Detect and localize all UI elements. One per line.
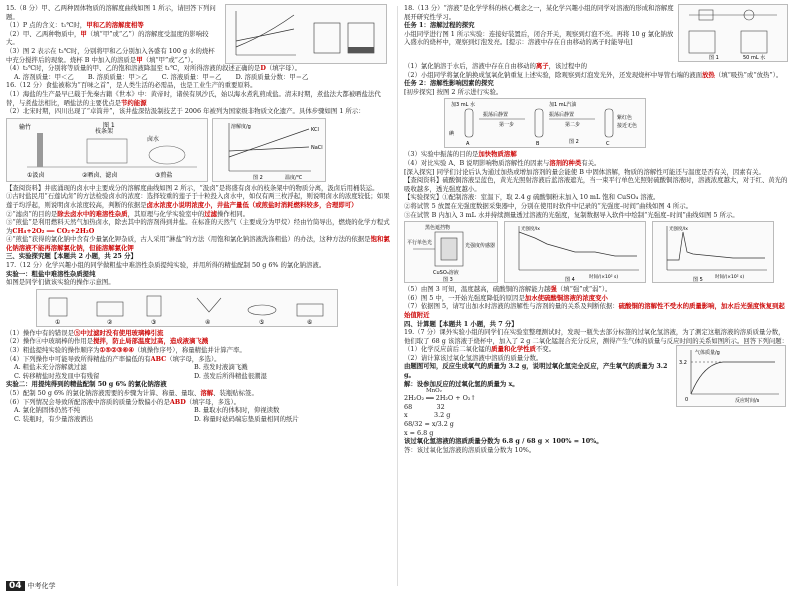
q16-c-answer: CH₄+2O₂ ══ CO₂+2H₂O (12, 226, 95, 235)
q17-2-answer: 搅拌，防止局部温度过高，造成液滴飞溅 (93, 337, 209, 346)
q16-1: （1）海盐的生产最早已载于先秦古籍《世本》中：黄帝时，诸侯有夙沙氏，始以海水煮乳煎成盐。清末时期，煮盐法大都被晒盐法代替，与煮盐法相比，晒盐法的主要优点是 (6, 89, 381, 107)
q17-4b: （填字母，多选）。 (166, 354, 221, 363)
q15-4-answer: D (260, 64, 266, 73)
q18-info2: 【查阅资料】硫酸铜溶液呈蓝色，黄光光照射溶液后蓝溶液遮光，当一束平行单色光照射硫酸铜溶液时，溶液浓度越大，对于红、黄光的吸收越多，透光强度越小。 (404, 176, 788, 193)
fig-word-4: 图 2 (253, 174, 263, 181)
fig2-label-8: 碘 (449, 131, 455, 138)
q17-4-opt-b: B. 蒸发时液滴飞溅 (194, 363, 248, 372)
q18-exp: 【实验探究】①配制溶液：室温下，取 2.4 g 硫酸铜粉末加入 10 mL 饱和 CuSO₄ 溶液。 (404, 193, 660, 202)
chart4-caption: 图 4 (565, 277, 575, 283)
q15-opt-b: B. 溶质质量：甲＞乙 (87, 72, 148, 81)
q17-exp1-title: 实验一：粗盐中难溶性杂质提纯 (6, 269, 96, 278)
q17-4-answer: ABC (150, 354, 167, 363)
page-footer (6, 581, 56, 591)
q17-6-opt-d: D. 称量时砝码端忘垫质量相同的纸片 (194, 414, 299, 423)
q17-5b: 、装瓶贴标签。 (213, 389, 258, 397)
fig-word-2: 卤水 (147, 135, 160, 143)
q15-block (6, 4, 391, 64)
q17-4: （4）下列操作中可能导致所得精盐的产率偏低的有 (6, 354, 151, 363)
sol-line-6: x = 6.8 g (404, 428, 434, 437)
q18-5-answer: 强 (550, 285, 557, 294)
fig2-label-3: 加1 mL汽油 (549, 102, 577, 109)
fig3-label-2: 光强度传感器 (465, 243, 496, 250)
q18-task1-desc: 小组同学进行图 1 所示实验：连接好装置后，闭合开关，观察到灯泡不亮。再将 10 g 氯化钠放入盛水的烧杯中，观察到灯泡发亮。[提示：溶液中存在自由移动的离子时能导电] (404, 29, 674, 47)
q19-body (404, 345, 789, 454)
iodine-experiment-figure (444, 98, 646, 148)
q15-4b: （填字母）。 (265, 64, 302, 73)
q17-3: （3）粗盐提纯实验的操作顺序为 (6, 346, 100, 355)
q18-3: （3）实验中振荡的目的是 (404, 150, 479, 159)
fig2-label-9: A (466, 141, 470, 148)
fig2-label-10: B (536, 141, 540, 148)
q17-4-opt-a: A. 粗盐未充分溶解就过滤 (14, 363, 87, 372)
q19-chart-xlabel: 反应时间/s (735, 398, 760, 405)
catalyst-label: MnO₂ (426, 388, 442, 395)
q15-1: （1）P 点的含义：t₁℃时， (6, 21, 87, 30)
q15-3b: （填“甲”或“乙”）。 (142, 55, 198, 64)
q19-gas-chart (676, 345, 786, 407)
circuit-figure (678, 4, 788, 62)
light-sensor-figure (404, 221, 498, 283)
fig1-label-1: ②晒卤、滤卤 (82, 171, 118, 179)
fig-word-1: 枝条架 (95, 127, 114, 135)
fig3-label-3: CuSO₄溶液 (433, 270, 459, 277)
chart5-figure (652, 221, 774, 283)
q18-1-answer: 离子 (535, 62, 549, 70)
q16-d-answer: 饱和氯化钠溶液不能再溶解氯化钠，但能溶解氯化钾 (6, 235, 390, 252)
q16-b: ②“滤卤”的目的是 (6, 209, 58, 218)
q19-2: （2）请计算该过氧化氢溶液中溶质的质量分数。 (404, 353, 543, 362)
fig2-label-6: 紫红色 (617, 115, 633, 122)
fig3-label-0: 黑色遮挡物 (425, 225, 451, 232)
q17-1-answer: ⑤中过滤时没有使用玻璃棒引流 (73, 328, 164, 337)
q18-task2-desc: [初步探究] 按图 2 所示进行实验。 (404, 87, 503, 96)
chart5-ylabel: 光强度/lx (669, 227, 688, 233)
q18-7: （7）依据图 5，请写出加水时溶液的溶解性与溶剂的量的关系及判断依据： (404, 302, 619, 311)
q18-2b: （填“吸热”或“放热”）。 (714, 70, 783, 79)
sol-line-7: 该过氧化氢溶液的溶质质量分数为 6.8 g / 68 g × 100% = 10%。 (404, 437, 603, 446)
q18-4: （4）对比实验 A、B 说明影响物质溶解性的因素与 (404, 158, 550, 167)
q18-4-answer: 溶剂的种类 (549, 158, 582, 167)
q15-4: （4）t₂℃时，分别将等质量的甲、乙的饱和溶液降温至 t₁℃，对所得溶液的叙述正确的是 (6, 64, 261, 73)
fig2-label-11: C (606, 141, 610, 148)
fig1-label-0: ①汲卤 (27, 171, 45, 179)
sol-line-0: 由题图可知，反应生成氧气的质量为 3.2 g，说明过氧化氢完全反应，产生氧气的质量为 3.2 g。 (404, 362, 668, 380)
fig2-label-1: 振荡后静置 (483, 112, 509, 119)
q17-6-options (6, 406, 391, 423)
q18-exp2: ②将试管 5 放置在光强度数据采集器中，分别在使用时软件中记录的“光强度–时间”曲线如图 4 所示。 (404, 201, 693, 210)
q18-info: [深入探究] 同学们讨论后认为通过加热或增加溶剂的量会能使 B 中固体溶解，物质的溶解性可能还与温度是否有关，因素有关。 (404, 167, 765, 176)
footer-label: 中考化学 (27, 582, 56, 590)
chart2-title: 溶解度/g (231, 123, 251, 130)
well-process-figure (6, 118, 208, 182)
column-divider (397, 6, 398, 586)
fig3-label-1: 平行单色光 (407, 240, 433, 247)
q17-5: （5）配制 50 g 6% 的氯化钠溶液需要的步骤为计算、称量、量取、 (6, 389, 201, 397)
q18-4b: 有关。 (581, 158, 601, 167)
fig2-label-5: 振荡后静置 (549, 112, 575, 119)
fig2-label-4: 第二步 (565, 122, 581, 129)
q17-6: （6）下列情况会导致所配溶液中溶质的质量分数偏小的是 (6, 397, 170, 406)
chart5-xlabel: 时间/(×10² s) (715, 275, 745, 281)
chart5-caption: 图 5 (693, 277, 703, 283)
task2-title: 任务 2：溶解性影响因素的探究 (404, 79, 494, 88)
fig1-water-label: 50 mL 水 (743, 55, 766, 61)
q15-figures (225, 4, 387, 64)
q16-b2-answer: 过滤 (204, 209, 218, 218)
q16-b-answer: 除去卤水中的难溶性杂质 (57, 209, 128, 218)
fig1-caption: 图 1 (709, 55, 719, 61)
chart2-xlabel: 温度/℃ (285, 174, 303, 181)
q16-figures (6, 118, 391, 182)
chart4-xlabel: 时间/(×10² s) (589, 275, 619, 281)
q17-6b: （填字母，多选）。 (185, 397, 241, 406)
chart2-series-1: NaCl (311, 144, 323, 151)
fig3-label-4: 图 3 (443, 277, 453, 283)
q18-6-answer: 加水使硫酸铜溶液的浓度变小 (524, 293, 608, 302)
q16-2: （2）北宋时期，四川出现了“卓筒井”，该井盐深钻汲制技艺于 2006 年被列为国家级非物质文化遗产。具体步骤如图 1 所示： (6, 107, 365, 116)
solubility-chart-figure (212, 118, 326, 182)
q18-6: （6）图 5 中，一开始光强度降低的原因是 (404, 293, 525, 302)
right-column (404, 4, 789, 454)
chart4-ylabel: 光强度/lx (521, 227, 540, 233)
q18-top (404, 4, 789, 62)
section-3-title: 三、实验探究题【本题共 2 小题，共 25 分】 (6, 252, 137, 261)
fig-word-0: 输竹 (19, 123, 32, 131)
q15-2b: （填“甲”或“乙”）的溶解度受温度的影响较大。 (6, 29, 209, 47)
q16-b2: ，其原理与化学实验室中的 (127, 209, 205, 218)
q15-2-answer: 甲 (80, 29, 87, 38)
fig2-label-7: 接近无色 (617, 123, 638, 130)
q18-1: （1）氯化钠溶于水后，溶液中存在自由移动的 (404, 62, 536, 70)
q17-exp1-desc: 如图是同学们做该实验的操作示意图。 (6, 278, 115, 287)
q18-5b: （填“强”或“弱”）。 (556, 285, 612, 294)
q18-5: （5）由图 3 可知，温度越高，硫酸铜的溶解能力越 (404, 285, 551, 294)
q17-4-options (6, 363, 391, 380)
q15-stem: 15.（8 分）甲、乙两种固体物质的溶解度曲线如图 1 所示，请回答下列问题。 (6, 4, 216, 21)
q17-stem: 17.（12 分）化学兴趣小组的同学做粗盐中难溶性杂质提纯实验，并用所得的精盐配制 50 g 6% 的氯化钠溶液。 (6, 261, 326, 270)
fig1-label-2: ③煎盐 (155, 171, 173, 179)
q19-chart-origin: 0 (685, 397, 689, 404)
fig2-label-0: 加3 mL 水 (451, 102, 476, 109)
q16-d: ④“煎盐”获得的氯化钠中含有少量氯化钾杂质，古人采用“淋盐”的方法（用饱和氯化钠溶液洗涤粗盐）的办法，这种方法的依据是 (6, 235, 371, 244)
q15-1-answer: 甲和乙的溶解度相等 (86, 21, 144, 30)
q16-b3: 操作相同。 (217, 209, 249, 218)
q16-c: ③“煎盐”是利用燃料天然气加热卤水，除去其中的溶剂得到井盐。在标准的天然气（主要成分为甲烷）经由竹筒导出，燃烧的化学方程式为 (6, 218, 390, 235)
q15-2: （2）甲、乙两种物质中， (6, 29, 81, 38)
op-label-2: ② (107, 318, 113, 326)
op-label-3: ③ (151, 318, 157, 326)
q18-3-answer: 加快物质溶解 (478, 150, 517, 159)
q15-opt-d: D. 溶质质量分数：甲＝乙 (235, 72, 309, 81)
q18-exp3: ③在试管 B 内加入 3 mL 水并持续测量透过溶液的光强度，复制数据导入软件中绘制“光强度–时间”曲线如图 5 所示。 (404, 210, 739, 219)
q17-operations-figure (36, 289, 338, 327)
op-label-1: ① (55, 318, 61, 326)
q17-3-answer: ①⑤②③⑥④ (99, 346, 134, 355)
q18-1b: ，该过程中的 (548, 62, 588, 70)
q18-2-answer: 放热 (702, 70, 715, 79)
q19-stem: 19.（7 分）课外实验小组的同学们在实验室整理测试时，发现一瓶失去部分标签的过氧化氢溶液，为了测定这瓶溶液的溶质质量分数，他们取了 68 g 该溶液于烧杯中，加入了 2 g 二氧化锰混合充分反应，测得产生气体的质量与反应时间的关系如图所示。回答下列问题： (404, 328, 789, 345)
sol-line-1: 解：设参加反应的过氧化氢的质量为 x。 (404, 379, 519, 388)
fig-word-3: 图 1 (103, 121, 115, 129)
task1-title: 任务 1：溶解过程的探究 (404, 21, 475, 30)
sol-line-5: 68/32 = x/3.2 g (404, 420, 454, 429)
q17-4-opt-c: C. 转移精盐时蒸发皿中有残留 (14, 371, 100, 380)
chart2-series-0: KCl (311, 126, 319, 133)
chart4-figure (504, 221, 646, 283)
q17-3b: （填操作序号），称量精盐并计算产率。 (133, 346, 246, 355)
q16-stem: 16.（12 分）食盐被称为“百味之首”，是人类生活的必需品，也是工业生产的重要原料。 (6, 81, 257, 90)
q17-1: （1）操作中有的错误是 (6, 328, 74, 337)
q17-6-opt-b: B. 量取水的体积时，仰视读数 (194, 406, 280, 415)
left-column (6, 4, 391, 423)
q19-chart-ylabel: 气体质量/g (695, 350, 720, 357)
sol-line-2: 2H₂O₂ ══ 2H₂O + O₂↑ (404, 394, 476, 403)
sol-line-3: 68 32 (404, 402, 445, 411)
page-number: 04 (6, 581, 25, 591)
q16-a-answer: 卤水浓度小说明浓度小，井盐产量低（或煎盐时消耗燃料较多，合理即可） (146, 200, 358, 209)
q19-chart-value: 3.2 (679, 360, 687, 367)
q17-6-answer: ABD (169, 397, 186, 406)
q15-opt-c: C. 溶液质量：甲＝乙 (161, 72, 222, 81)
q17-2: （2）操作④中玻璃棒的作用是 (6, 337, 94, 346)
q19-1: （1）化学反应前后二氧化锰的 (404, 345, 492, 354)
solubility-curve-figure (226, 5, 386, 63)
q19-1-answer: 质量和化学性质 (491, 345, 536, 354)
q17-exp2-title: 实验二：用提纯得到的精盐配制 50 g 6% 的氯化钠溶液 (6, 380, 167, 389)
sol-line-4: x 3.2 g (404, 411, 451, 420)
fig2-label-2: 第一步 (499, 122, 515, 129)
q17-6-opt-a: A. 氯化钠固体仍然不纯 (14, 406, 81, 415)
sol-line-8: 答：该过氧化氢溶液的溶质质量分数为 10%。 (404, 445, 536, 454)
q17-6-opt-c: C. 装瓶时，有少量溶液洒出 (14, 414, 94, 423)
q16-a: ①古时盐民用“石莲试卤”的方法检验卤水的浓度：选择较重的莲子于十粒投入卤水中，如仅有两三枚浮起，则说明卤水的浓度较低；如果莲子均浮起，则说明卤水浓度较高，判断的依据是 (6, 192, 390, 209)
q15-3: （3）图 2 表示在 t₂℃时，分别将甲和乙分别加入各盛有 100 g 水的烧杯中充分搅拌后的现象。烧杯 B 中加入的溶质是 (6, 46, 215, 64)
q17-4-opt-d: D. 蒸发后所得精盐很潮湿 (194, 371, 267, 380)
op-label-4: ④ (205, 318, 211, 326)
q18-stem: 18.（13 分）“溶液”是化学学科的核心概念之一，某化学兴趣小组的同学对溶液的形成和溶解度展开研究性学习。 (404, 4, 674, 21)
section-4-title: 四、计算题【本题共 1 小题，共 7 分】 (404, 319, 518, 328)
fig2-caption: 图 2 (569, 139, 579, 146)
op-label-6: ⑥ (307, 318, 313, 326)
q19-1b: 不变。 (535, 345, 556, 354)
q18-7-answer: 硫酸铜的溶解性不受水的质量影响，加水后光强度恢复到起始值附近 (404, 302, 785, 319)
q16-1-answer: 节约能源 (121, 98, 147, 107)
q15-3-answer: 甲 (136, 55, 143, 64)
q15-opt-a: A. 溶剂质量：甲＜乙 (14, 72, 74, 81)
op-label-5: ⑤ (259, 318, 265, 326)
q18-figures (404, 221, 789, 283)
q18-2: （2）小组同学将氯化钠换成氢氧化钠重复上述实验，除观察到灯泡发光外，还发现烧杯中导管右端的液面 (404, 70, 703, 79)
q16-info: 【查阅资料】井底涌现的卤水中主要成分的溶解度曲线如图 2 所示，“汲卤”是将盛有卤水的枝条架中的物质分离，汲卤后用桶装运。 (6, 183, 379, 192)
q17-5-answer: 溶解 (200, 389, 214, 397)
